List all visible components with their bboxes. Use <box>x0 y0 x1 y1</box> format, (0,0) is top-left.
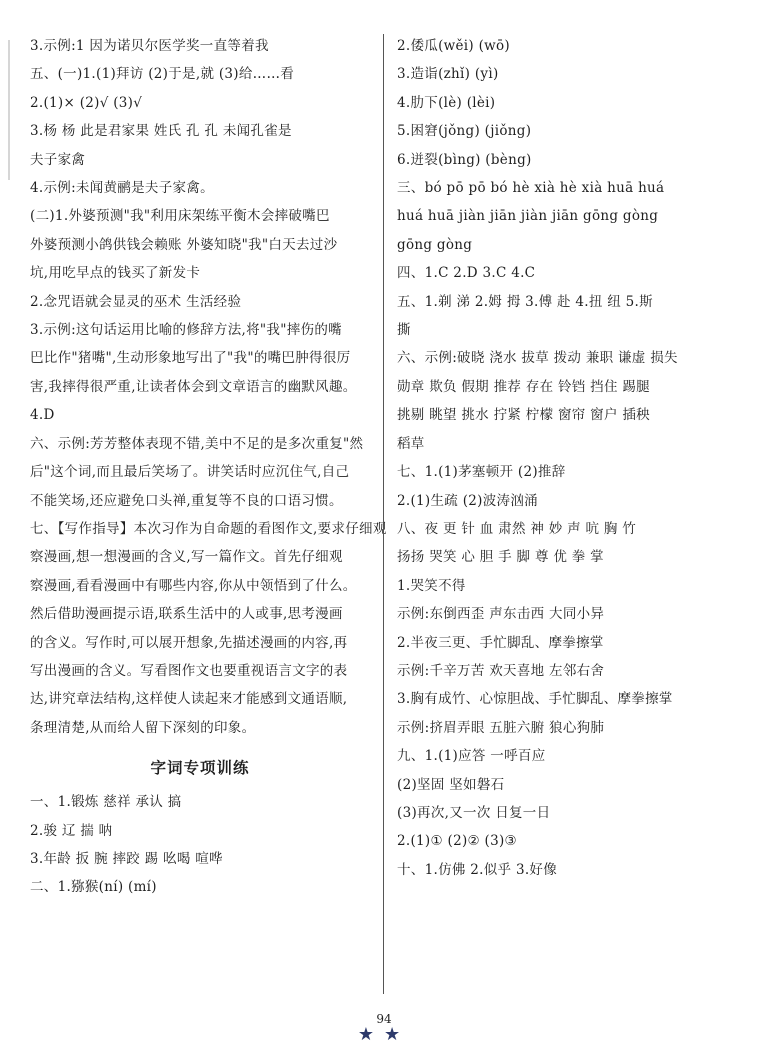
column-divider <box>383 34 384 994</box>
answer-line: 示例:挤眉弄眼 五脏六腑 狼心狗肺 <box>397 719 605 736</box>
answer-line: 夫子家禽 <box>30 151 86 168</box>
answer-line: 六、示例:破晓 浇水 拔草 拨动 兼职 谦虚 损失 <box>397 350 678 367</box>
answer-line: 3.造诣(zhǐ) (yì) <box>397 66 499 83</box>
answer-line: 扬扬 哭笑 心 胆 手 脚 尊 优 拳 掌 <box>397 549 604 566</box>
answer-line: 五、1.剃 涕 2.姆 拇 3.傅 赴 4.扭 纽 5.斯 <box>397 293 653 310</box>
answer-line: 外婆预测小鸽供钱会赖账 外婆知晓"我"白天去过沙 <box>30 236 338 253</box>
answer-line: (二)1.外婆预测"我"利用床架练平衡木会摔破嘴巴 <box>30 208 330 225</box>
answer-line: 坑,用吃早点的钱买了新发卡 <box>30 265 201 282</box>
answer-line: 五、(一)1.(1)拜访 (2)于是,就 (3)给……看 <box>30 66 295 83</box>
answer-line: 5.困窘(jǒng) (jiǒng) <box>397 123 532 140</box>
answer-line: 6.迸裂(bìng) (bèng) <box>397 151 532 168</box>
answer-line: 3.胸有成竹、心惊胆战、手忙脚乱、摩拳擦掌 <box>397 691 673 708</box>
answer-line: 1.哭笑不得 <box>397 577 466 594</box>
answer-line: (3)再次,又一次 日复一日 <box>397 804 551 821</box>
writing-guide-line: 写出漫画的含义。写看图作文也要重视语言文字的表 <box>30 662 348 679</box>
answer-line: 八、夜 更 针 血 肃然 神 妙 声 吭 胸 竹 <box>397 520 637 537</box>
answer-line: 九、1.(1)应答 一呼百应 <box>397 748 546 765</box>
answer-line: 七、1.(1)茅塞顿开 (2)推辞 <box>397 464 566 481</box>
writing-guide-line: 的含义。写作时,可以展开想象,先描述漫画的内容,再 <box>30 634 348 651</box>
answer-line: 勋章 欺负 假期 推荐 存在 铃铛 挡住 踢腿 <box>397 378 650 395</box>
answer-line: 撕 <box>397 322 411 339</box>
pinyin-line: gōng gòng <box>397 236 473 253</box>
answer-line: 不能笑场,还应避免口头禅,重复等不良的口语习惯。 <box>30 492 343 509</box>
star-ornament-icon: ★★ <box>357 1024 411 1045</box>
answer-line: 2.半夜三更、手忙脚乱、摩拳擦掌 <box>397 634 604 651</box>
answer-line: 害,我摔得很严重,让读者体会到文章语言的幽默风趣。 <box>30 378 357 395</box>
answer-line: 2.念咒语就会显灵的巫术 生活经验 <box>30 293 242 310</box>
answer-line: 后"这个词,而且最后笑场了。讲笑话时应沉住气,自己 <box>30 464 350 481</box>
answer-line: 2.(1)① (2)② (3)③ <box>397 833 517 850</box>
answer-line: (2)坚固 坚如磐石 <box>397 776 505 793</box>
answer-line: 3.年龄 扳 腕 摔跤 踢 吆喝 喧哗 <box>30 850 223 867</box>
answer-line: 一、1.锻炼 慈祥 承认 搞 <box>30 794 182 811</box>
writing-guide-line: 达,讲究章法结构,这样使人读起来才能感到文通语顺, <box>30 691 348 708</box>
left-column <box>30 32 387 902</box>
right-column <box>397 32 747 884</box>
pinyin-line: 三、bó pō pō bó hè xià hè xià huā huá <box>397 180 665 197</box>
writing-guide-line: 条理清楚,从而给人留下深刻的印象。 <box>30 719 256 736</box>
answer-line: 挑剔 眺望 挑水 拧紧 柠檬 窗帘 窗户 插秧 <box>397 407 650 424</box>
writing-guide-line: 然后借助漫画提示语,联系生活中的人或事,思考漫画 <box>30 606 343 623</box>
answer-line: 3.示例:这句话运用比喻的修辞方法,将"我"摔伤的嘴 <box>30 322 342 339</box>
answer-line: 2.骏 辽 揣 呐 <box>30 822 113 839</box>
answer-line: 六、示例:芳芳整体表现不错,美中不足的是多次重复"然 <box>30 435 364 452</box>
writing-guide-line: 察漫画,想一想漫画的含义,写一篇作文。首先仔细观 <box>30 549 343 566</box>
page-number: 94 <box>376 1012 392 1026</box>
answer-line: 示例:千辛万苦 欢天喜地 左邻右舍 <box>397 662 605 679</box>
page-footer <box>0 1012 768 1045</box>
answer-line: 示例:东倒西歪 声东击西 大同小异 <box>397 606 605 623</box>
answer-line: 4.肋下(lè) (lèi) <box>397 94 496 111</box>
writing-guide-line: 七、【写作指导】本次习作为自命题的看图作文,要求仔细观 <box>30 520 387 537</box>
answer-line: 3.示例:1 因为诺贝尔医学奖一直等着我 <box>30 38 269 54</box>
answer-line: 2.(1)生疏 (2)波涛汹涌 <box>397 492 538 509</box>
binding-edge-mark <box>8 40 20 180</box>
pinyin-line: huá huā jiàn jiān jiàn jiān gōng gòng <box>397 208 659 225</box>
answer-line: 3.杨 杨 此是君家果 姓氏 孔 孔 未闻孔雀是 <box>30 123 292 140</box>
answer-line: 2.倭瓜(wěi) (wō) <box>397 38 510 54</box>
answer-line: 稻草 <box>397 435 425 452</box>
writing-guide-line: 察漫画,看看漫画中有哪些内容,你从中领悟到了什么。 <box>30 577 357 594</box>
answer-line: 巴比作"猪嘴",生动形象地写出了"我"的嘴巴肿得很厉 <box>30 350 351 367</box>
section-title: 字词专项训练 <box>150 759 250 778</box>
answer-line: 4.示例:未闻黄鹂是夫子家禽。 <box>30 180 214 197</box>
answer-line: 四、1.C 2.D 3.C 4.C <box>397 265 536 282</box>
answer-line: 2.(1)× (2)√ (3)√ <box>30 94 143 111</box>
answer-line: 二、1.猕猴(ní) (mí) <box>30 879 157 896</box>
answer-line: 4.D <box>30 407 55 424</box>
answer-line: 十、1.仿佛 2.似乎 3.好像 <box>397 861 558 878</box>
